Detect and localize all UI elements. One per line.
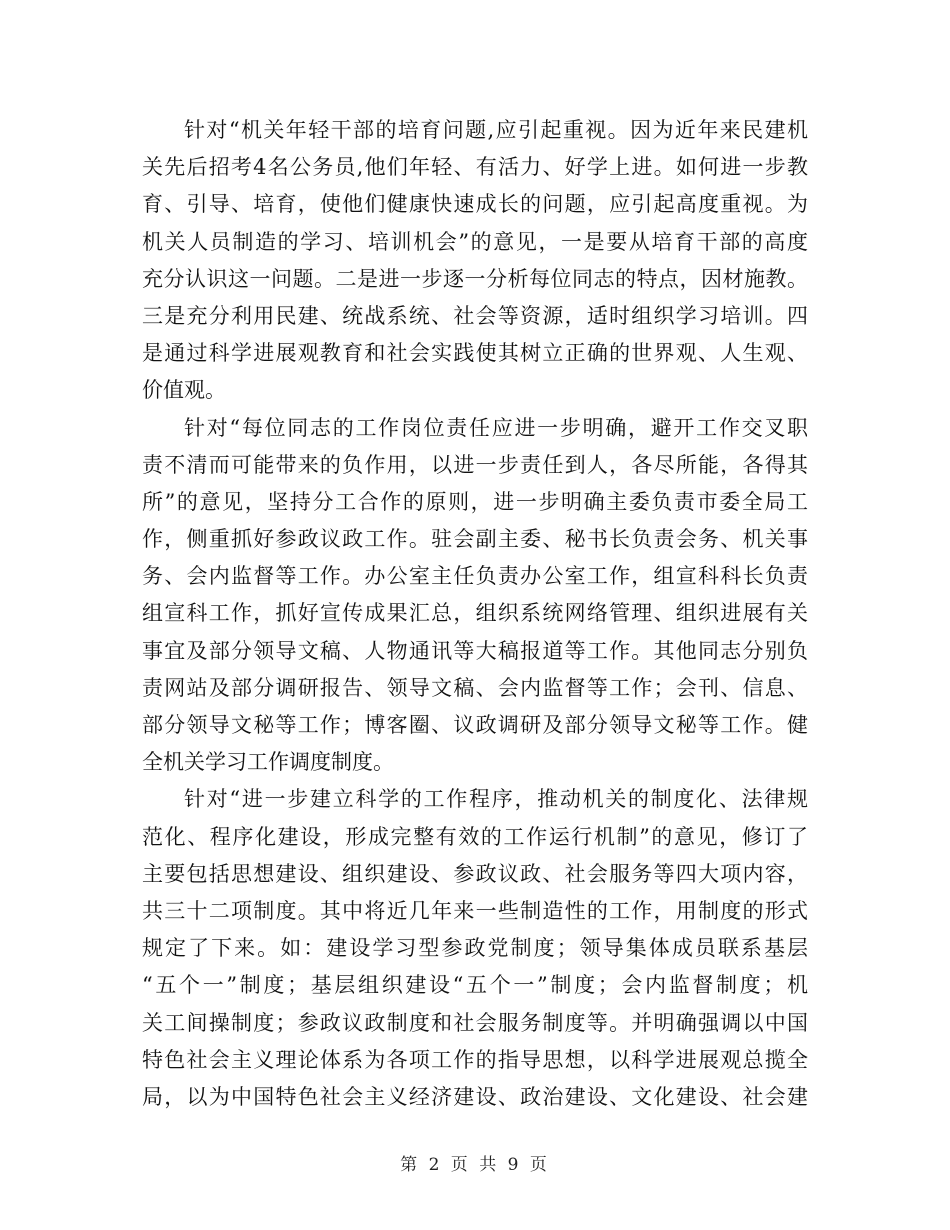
page-number-footer: 第 2 页 共 9 页: [400, 1155, 550, 1175]
text-line: 针对“进一步建立科学的工作程序，推动机关的制度化、法律规: [184, 787, 808, 812]
text-line: 全机关学习工作调度制度。: [142, 750, 394, 775]
text-line: 作，侧重抓好参政议政工作。驻会副主委、秘书长负责会务、机关事: [142, 527, 808, 552]
text-line: 价值观。: [142, 378, 226, 403]
text-line: 育、引导、培育，使他们健康快速成长的问题，应引起高度重视。为: [142, 192, 808, 217]
text-line: “五个一”制度；基层组织建设“五个一”制度；会内监督制度；机: [142, 973, 808, 998]
text-line: 充分认识这一问题。二是进一步逐一分析每位同志的特点，因材施教。: [142, 266, 808, 291]
text-line: 责网站及部分调研报告、领导文稿、会内监督等工作；会刊、信息、: [142, 675, 808, 700]
text-line: 组宣科工作，抓好宣传成果汇总，组织系统网络管理、组织进展有关: [142, 601, 808, 626]
text-line: 共三十二项制度。其中将近几年来一些制造性的工作，用制度的形式: [142, 898, 808, 923]
text-line: 是通过科学进展观教育和社会实践使其树立正确的世界观、人生观、: [142, 341, 808, 366]
text-line: 部分领导文秘等工作；博客圈、议政调研及部分领导文秘等工作。健: [142, 713, 808, 737]
text-line: 局，以为中国特色社会主义经济建设、政治建设、文化建设、社会建: [142, 1084, 808, 1109]
text-line: 特色社会主义理论体系为各项工作的指导思想，以科学进展观总揽全: [142, 1047, 808, 1072]
text-line: 机关人员制造的学习、培训机会”的意见，一是要从培育干部的高度: [142, 229, 808, 254]
text-line: 所”的意见，坚持分工合作的原则，进一步明确主委负责市委全局工: [142, 489, 808, 514]
text-line: 范化、程序化建设，形成完整有效的工作运行机制”的意见，修订了: [142, 824, 808, 849]
text-line: 三是充分利用民建、统战系统、社会等资源，适时组织学习培训。四: [142, 303, 808, 328]
text-line: 规定了下来。如：建设学习型参政党制度；领导集体成员联系基层: [142, 936, 808, 961]
text-line: 关工间操制度；参政议政制度和社会服务制度等。并明确强调以中国: [142, 1010, 808, 1035]
text-line: 针对“每位同志的工作岗位责任应进一步明确，避开工作交叉职: [184, 415, 808, 440]
text-line: 事宜及部分领导文稿、人物通讯等大稿报道等工作。其他同志分别负: [142, 638, 808, 663]
text-line: 针对“机关年轻干部的培育问题,应引起重视。因为近年来民建机: [184, 118, 808, 142]
text-line: 务、会内监督等工作。办公室主任负责办公室工作，组宣科科长负责: [142, 564, 808, 589]
body-text: [142, 112, 808, 1116]
text-line: 主要包括思想建设、组织建设、参政议政、社会服务等四大项内容，: [142, 861, 808, 886]
text-line: 责不清而可能带来的负作用，以进一步责任到人，各尽所能，各得其: [142, 452, 808, 477]
text-line: 关先后招考4名公务员,他们年轻、有活力、好学上进。如何进一步教: [142, 155, 808, 180]
